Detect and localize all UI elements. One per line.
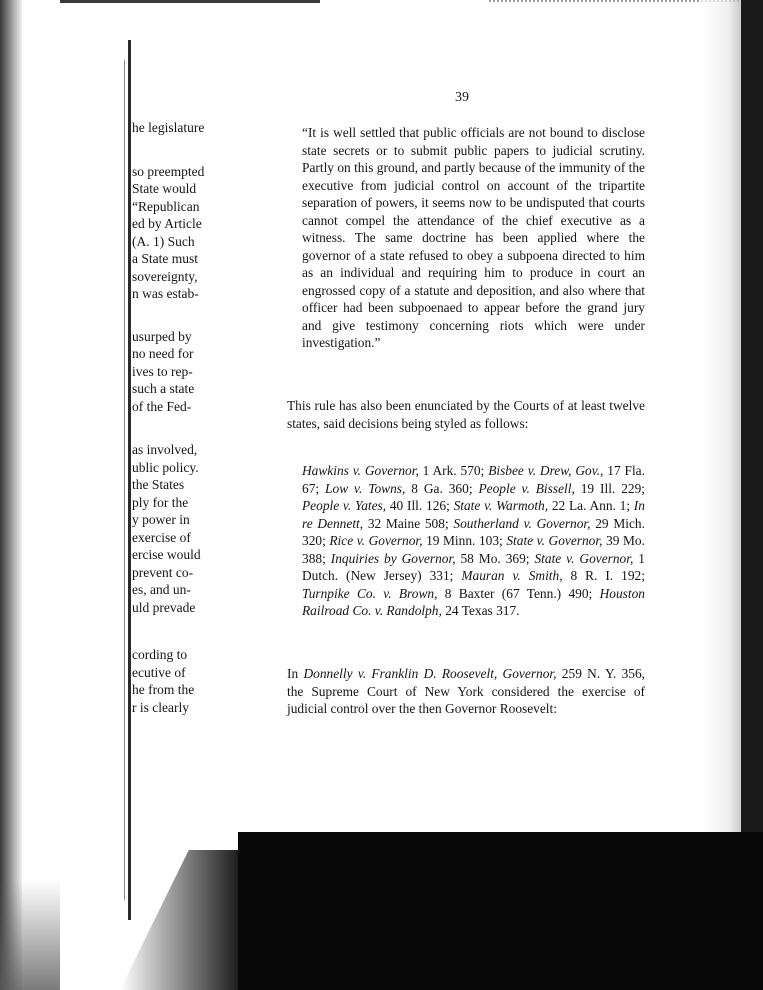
fragment-line: “Republican [132, 199, 200, 214]
case-citation: 24 Texas 317. [445, 603, 520, 618]
block-quote: “It is well settled that public officials are not bound to disclose state secrets or to submit public papers to judicial scrutiny. Partly on this ground, and partly because of the immunity of the executive from judicial control on account of the tripartite separation of powers, it seems now to be undisputed that courts cannot compel the attendance of the chief executive as a witness. The same doctrine has been applied where the governor of a state refused to obey a subpoena directed to him as an individual and requiring him to produce in court an engrossed copy of a statute and deposition, and also where that officer had been subpoenaed to appear before the grand jury and give testimony concerning riots which were under investigation.” [302, 125, 645, 350]
scan-left-shadow [0, 0, 22, 990]
case-list [302, 462, 645, 620]
fragment-line: es, and un- [132, 582, 191, 597]
case-citation: 40 Ill. 126; [389, 498, 450, 513]
case-name: Houston Railroad Co. v. Randolph, [302, 585, 645, 618]
case-citation: 32 Maine 508; [367, 515, 449, 531]
page-gutter [128, 40, 131, 920]
case-name: State v. Governor, [534, 550, 634, 566]
fragment-line: exercise of [132, 530, 191, 545]
case-name: In re Dennett, [302, 498, 645, 531]
case-citation: 8 R. I. 192; [570, 568, 645, 583]
fragment-line: so preempted [132, 164, 205, 179]
case-citation: 1 Ark. 570; [422, 463, 485, 478]
fragment-line: ply for the [132, 495, 189, 510]
fragment-line: prevent co- [132, 565, 194, 580]
scan-bottom-shadow [120, 850, 245, 990]
paragraph-donnelly [287, 665, 645, 718]
case-name: Rice v. Governor, [329, 533, 423, 548]
donnelly-text: 259 N. Y. 356, the Supreme Court of New York considered the exercise of judicial control over the then Governor Roosevelt: [287, 666, 645, 716]
scan-top-edge [60, 0, 320, 3]
fragment-line: n was estab- [132, 286, 199, 301]
case-citation: 29 Mich. 320; [302, 515, 645, 548]
case-name: People v. Bissell, [478, 480, 575, 496]
case-citation: 19 Minn. 103; [426, 533, 503, 548]
fragment-line: cording to [132, 647, 188, 662]
fragment-line: ercise would [132, 547, 201, 562]
case-name: State v. Warmoth, [453, 498, 549, 513]
case-name: Bisbee v. Drew, Gov., [488, 463, 604, 478]
fragment-line: such a state [132, 381, 195, 396]
case-name: Hawkins v. Governor, [302, 463, 419, 478]
fragment-line: y power in [132, 512, 190, 527]
fragment-line: (A. 1) Such [132, 234, 195, 249]
case-name: Turnpike Co. v. Brown, [302, 585, 438, 601]
case-name: Inquiries by Governor, [330, 550, 456, 566]
fragment-line: he legislature [132, 120, 205, 135]
fragment-line: ecutive of [132, 665, 186, 680]
case-name: Low v. Towns, [325, 480, 406, 496]
case-citation: 1 Dutch. (New Jersey) 331; [302, 550, 645, 583]
fragment-line: sovereignty, [132, 269, 198, 284]
fragment-line: the States [132, 477, 185, 492]
fragment-line: usurped by [132, 329, 192, 344]
paragraph-rule: This rule has also been enunciated by the Courts of at least twelve states, said decisions being styled as follows: [287, 398, 645, 431]
fragment-line: State would [132, 181, 197, 196]
case-name: Mauran v. Smith, [461, 568, 563, 583]
fragment-line: as involved, [132, 442, 198, 457]
fragment-line: he from the [132, 682, 195, 697]
case-citation: 17 Fla. 67; [302, 463, 645, 496]
case-name: Southerland v. Governor, [453, 515, 591, 531]
scan-bottom-dark [238, 832, 763, 990]
case-citation: 8 Baxter (67 Tenn.) 490; [444, 585, 593, 601]
case-citation: 58 Mo. 369; [460, 550, 530, 566]
page-number: 39 [455, 90, 469, 105]
fragment-line: ed by Article [132, 216, 202, 231]
scan-bottom-left [0, 880, 60, 990]
fragment-line: ublic policy. [132, 460, 199, 475]
fragment-line: of the Fed- [132, 399, 192, 414]
case-name: State v. Governor, [506, 533, 603, 548]
donnelly-lead: In [287, 666, 299, 681]
case-name: People v. Yates, [302, 498, 387, 513]
fragment-line: r is clearly [132, 700, 189, 715]
case-citation: 39 Mo. 388; [302, 533, 645, 566]
case-citation: 19 Ill. 229; [580, 480, 645, 496]
fragment-line: uld prevade [132, 600, 196, 615]
fragment-line: ives to rep- [132, 364, 193, 379]
case-citation: 8 Ga. 360; [411, 480, 473, 496]
gutter-shadow [124, 60, 125, 900]
fragment-line: no need for [132, 346, 194, 361]
case-citation: 22 La. Ann. 1; [551, 498, 631, 513]
donnelly-case-name: Donnelly v. Franklin D. Roosevelt, Governor, [303, 666, 557, 681]
fragment-line: a State must [132, 251, 198, 266]
